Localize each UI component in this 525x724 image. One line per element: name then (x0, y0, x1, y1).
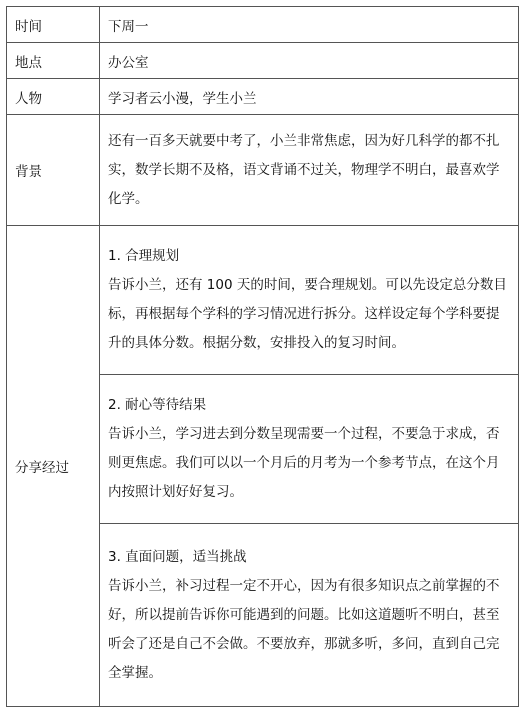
table-row (7, 7, 519, 43)
row-label-location: 地点 (7, 43, 100, 79)
share-section-body: 告诉小兰，学习进去到分数呈现需要一个过程，不要急于求成，否则更焦虑。我们可以以一个月后的月考为一个参考节点，在这个月内按照计划好好复习。 (108, 426, 500, 500)
share-section-heading: 1. 合理规划 (108, 248, 180, 264)
row-label-time: 时间 (7, 7, 100, 43)
share-section-body: 告诉小兰，补习过程一定不开心，因为有很多知识点之前掌握的不好，所以提前告诉你可能遇到的问题。比如这道题听不明白，甚至听会了还是自己不会做。不要放弃，那就多听，多问，直到自己完全掌握。 (108, 577, 500, 681)
share-section-heading: 3. 直面问题，适当挑战 (108, 548, 247, 565)
row-label-background: 背景 (7, 115, 100, 226)
row-label-people: 人物 (7, 79, 100, 115)
share-section-3 (100, 524, 519, 707)
table-row (7, 43, 519, 79)
row-value-background: 还有一百多天就要中考了，小兰非常焦虑，因为好几科学的都不扎实，数学长期不及格，语文背诵不过关，物理学不明白，最喜欢学化学。 (100, 115, 519, 226)
table-row (7, 226, 519, 375)
share-section-2 (100, 375, 519, 524)
share-section-heading: 2. 耐心等待结果 (108, 397, 207, 413)
share-section-body: 告诉小兰，还有 100 天的时间，要合理规划。可以先设定总分数目标，再根据每个学科的学习情况进行拆分。这样设定每个学科要提升的具体分数。根据分数，安排投入的复习时间。 (108, 277, 507, 351)
share-section-1 (100, 226, 519, 375)
row-value-location: 办公室 (100, 43, 519, 79)
row-label-share: 分享经过 (7, 226, 100, 707)
row-value-people: 学习者云小漫，学生小兰 (100, 79, 519, 115)
plan-table (6, 6, 519, 707)
row-value-time: 下周一 (100, 7, 519, 43)
table-row (7, 115, 519, 226)
table-row (7, 79, 519, 115)
